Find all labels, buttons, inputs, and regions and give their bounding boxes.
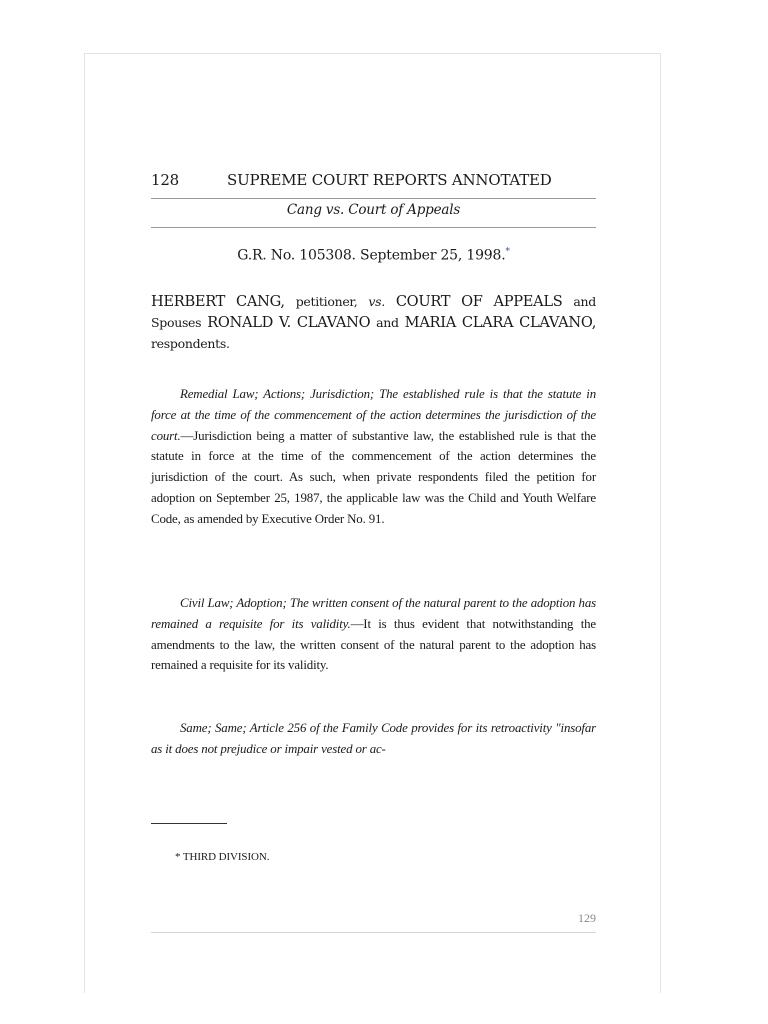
respondent-court: COURT OF APPEALS [395, 293, 563, 310]
syllabus-3-headnote: Same; Same; Article 256 of the Family Code provides for its retroactivity "insofar as it does not prejudice or impair vested or ac- [151, 721, 596, 756]
syllabus-2-body: —It is thus evident that notwithstanding the amendments to the law, the written consent of the natural parent to the adoption has remained a requisite for its validity. [151, 616, 596, 673]
running-title: Cang vs. Court of Appeals [286, 202, 461, 218]
syllabus-1 [151, 384, 596, 530]
footnote-separator [151, 823, 227, 824]
syllabus-1-headnote: Remedial Law; Actions; Jurisdiction; The established rule is that the statute in force at the time of the commencement of the action determines the jurisdiction of the court. [151, 387, 596, 443]
case-number-text: G.R. No. 105308. September 25, 1998. [237, 247, 506, 264]
syllabus-3 [151, 718, 596, 760]
syllabus-1-body: —Jurisdiction being a matter of substantive law, the established rule is that the statute in force at the time of the commencement of the action determines the jurisdiction of the court. As such, when private respondents filed the petition for adoption on September 25, 1987, the applicable law was the Child and Youth Welfare Code, as amended by Executive Order No. 91. [151, 428, 596, 526]
header-rule-bottom [151, 227, 596, 228]
footnote-marker-link[interactable]: * [505, 247, 510, 257]
page-header [151, 171, 596, 189]
case-parties [151, 291, 596, 354]
reporter-title: SUPREME COURT REPORTS ANNOTATED [227, 171, 552, 189]
respondent-2: MARIA CLARA CLAVANO, [404, 314, 597, 331]
syllabus-2-headnote: Civil Law; Adoption; The written consent of the natural parent to the adoption has remained a requisite for its validity. [151, 596, 596, 631]
document-page [84, 53, 661, 993]
versus: vs. [368, 294, 385, 309]
case-number [151, 247, 596, 264]
footnote: * THIRD DIVISION. [175, 851, 270, 863]
and-connector: and [376, 315, 399, 330]
syllabus-2 [151, 593, 596, 676]
petitioner-name: HERBERT CANG, [151, 293, 285, 310]
next-page-number: 129 [578, 911, 596, 925]
page-bottom-rule [151, 932, 596, 933]
petitioner-role: petitioner, [295, 294, 358, 309]
header-rule-top [151, 198, 596, 199]
and-spouses: and Spouses [151, 294, 597, 330]
respondent-1: RONALD V. CLAVANO [207, 314, 371, 331]
page-number: 128 [151, 171, 180, 189]
respondent-role: respondents. [151, 336, 230, 351]
